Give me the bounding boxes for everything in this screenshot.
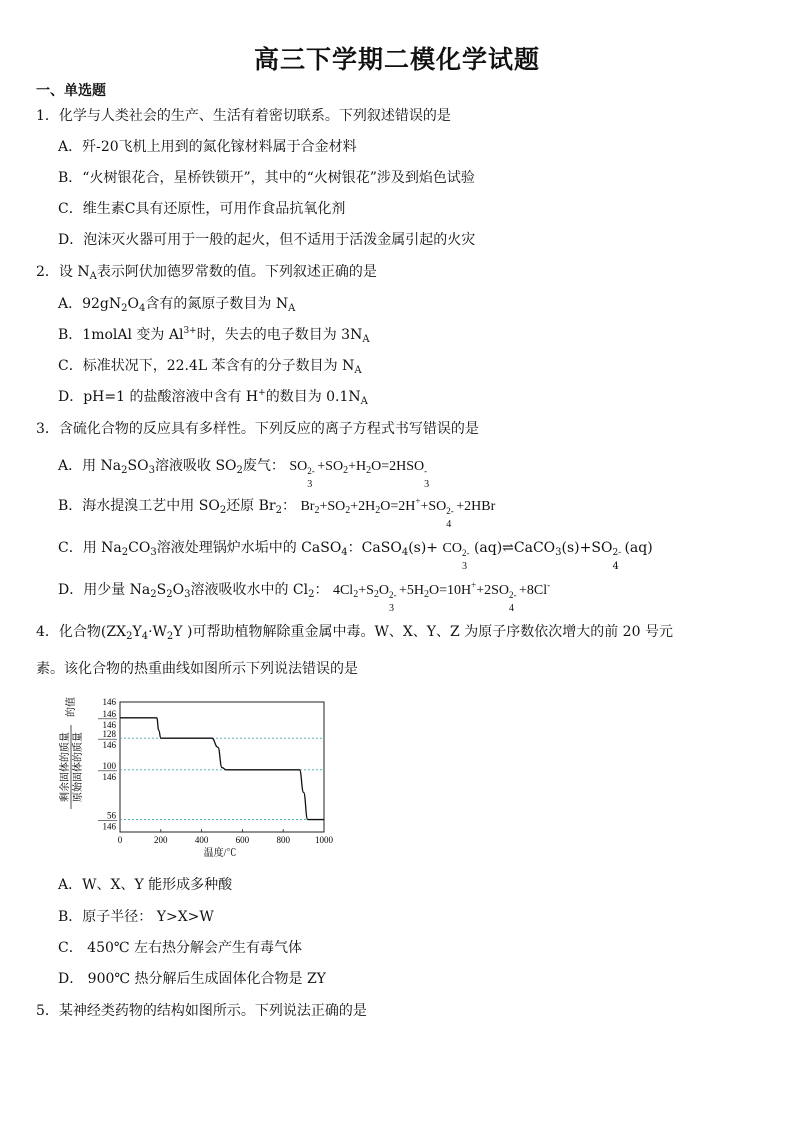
question-3-stem: 3．含硫化合物的反应具有多样性。下列反应的离子方程式书写错误的是 [36, 421, 479, 437]
x-axis-label: 温度/℃ [203, 848, 237, 859]
question-4-stem-line1: 4．化合物($ZX_2Y_4\cdot W_2Y$ )可帮助植物解除重金属中毒。W、X、Y、Z 为原子序数依次增大的前 20 号元 [36, 624, 673, 642]
y-label-numerator: 剩余固体的质量 [60, 732, 71, 802]
q1-option-a: A．歼-20飞机上用到的氮化镓材料属于合金材料 [58, 139, 357, 155]
q3-option-c: C．用 $Na_2CO_3$溶液处理锅炉水垢中的 CaSO$_4$：CaSO$_4$(s)+ CO 2- 3 (aq)⇌CaCO$_3$(s)+SO 2- 4 (aq) [58, 540, 653, 572]
y-label-den-3: 146 [102, 821, 116, 832]
x-tick-label-4: 800 [276, 835, 290, 845]
y-label-num-1: 128 [102, 729, 116, 740]
q4-option-b: B．原子半径： Y>X>W [58, 909, 214, 925]
q2-option-a: A．$92gN_2O_4$含有的氮原子数目为 $N_A$ [58, 296, 296, 314]
thermogravimetric-chart [50, 690, 350, 860]
page-title: 高三下学期二模化学试题 [253, 45, 540, 74]
q3-option-d: D．用少量 $Na_2S_2O_3$溶液吸收水中的 $Cl_2$： $4Cl_2+S_2O$ 2- 3 $+5H_2O=10H^++2SO$ 2- 4 +8Cl- [58, 580, 551, 614]
y-label-den-2: 146 [102, 771, 116, 782]
q3-option-a: A．用 $Na_2SO_3$溶液吸收 $SO_2$废气： SO 2- 3 $+SO_2+H_2O=2HSO$ - 3 [58, 458, 430, 490]
y-label-num-2: 100 [102, 760, 116, 771]
question-1-stem: 1．化学与人类社会的生产、生活有着密切联系。下列叙述错误的是 [36, 108, 451, 124]
question-2-stem: 2．设 $N_A$表示阿伏加德罗常数的值。下列叙述正确的是 [36, 264, 377, 282]
mass-ratio-curve [120, 718, 324, 820]
y-label-denominator: 原始固体的质量 [73, 732, 84, 802]
x-tick-label-5: 1000 [315, 835, 333, 845]
y-label-suffix: 的值 [66, 697, 77, 717]
q3-option-b: B．海水提溴工艺中用 $SO_2$还原 $Br_2$： $Br_2+SO_2+2H_2O=2H^++SO$ 2- 4 +2HBr [58, 496, 496, 530]
q2-option-d: D．pH=1 的盐酸溶液中含有 H+的数目为 $0.1N_A$ [58, 388, 368, 407]
question-5-stem: 5．某神经类药物的结构如图所示。下列说法正确的是 [36, 1003, 367, 1019]
q4-option-d: D． 900℃ 热分解后生成固体化合物是 ZY [58, 971, 326, 987]
q2-option-b: B．1molAl 变为 $Al^{3+}$时，失去的电子数目为 $3N_A$ [58, 326, 370, 345]
q1-option-c: C．维生素C具有还原性，可用作食品抗氧化剂 [58, 201, 346, 217]
x-tick-label-2: 400 [194, 835, 209, 845]
x-tick-label-0: 0 [117, 835, 123, 845]
y-label-den-1: 146 [102, 740, 116, 751]
y-label-num-0: 146 [102, 708, 116, 719]
q2-option-c: C．标准状况下，22.4L 苯含有的分子数目为 $N_A$ [58, 358, 362, 376]
x-tick-label-1: 200 [154, 835, 168, 845]
y-label-den-0: 146 [102, 719, 116, 730]
question-4-stem-line2: 素。该化合物的热重曲线如图所示下列说法错误的是 [36, 661, 358, 677]
x-tick-label-3: 600 [235, 835, 250, 845]
y-axis-label [58, 697, 84, 809]
section-heading: 一、单选题 [36, 83, 106, 99]
q4-option-a: A．W、X、Y 能形成多种酸 [58, 877, 233, 893]
q1-option-d: D．泡沫灭火器可用于一般的起火，但不适用于活泼金属引起的火灾 [58, 232, 476, 248]
y-top-label: 146 [102, 697, 116, 707]
q4-option-c: C． 450℃ 左右热分解会产生有毒气体 [58, 940, 302, 956]
y-label-num-3: 56 [107, 810, 116, 821]
q1-option-b: B．“火树银花合，星桥铁锁开”，其中的“火树银花”涉及到焰色试验 [58, 170, 475, 186]
